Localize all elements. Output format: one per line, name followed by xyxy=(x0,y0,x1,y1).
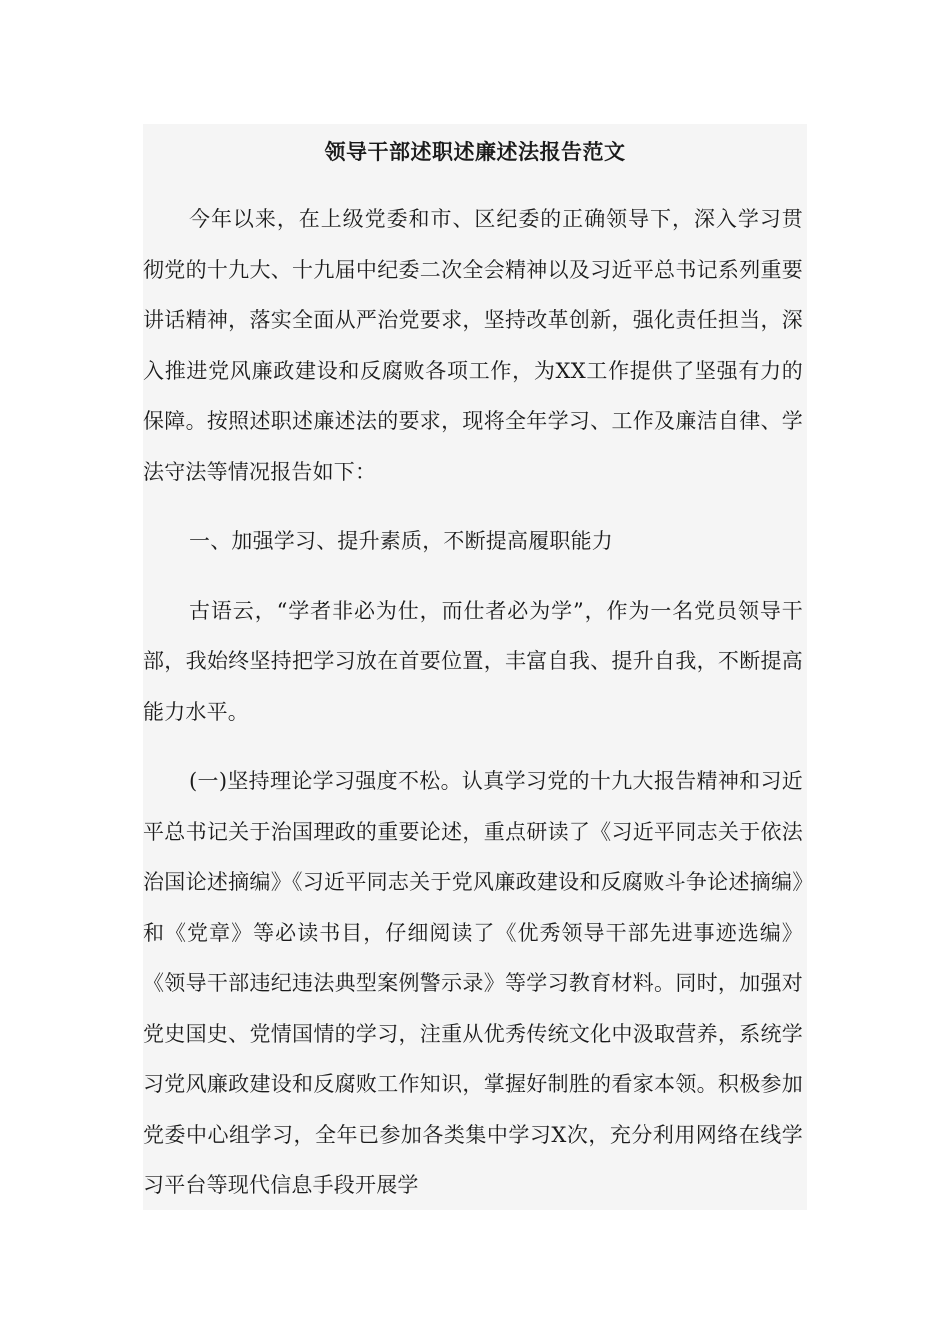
section-heading-1: 一、加强学习、提升素质，不断提高履职能力 xyxy=(189,529,613,553)
document-title: 领导干部述职述廉述法报告范文 xyxy=(324,139,626,164)
intro-paragraph: 今年以来，在上级党委和市、区纪委的正确领导下，深入学习贯彻党的十九大、十九届中纪委二次全会精神以及习近平总书记系列重要讲话精神，落实全面从严治党要求，坚持改革创新，强化责任担当，深入推进党风廉政建设和反腐败各项工作，为XX工作提供了坚强有力的保障。按照述职述廉述法的要求，现将全年学习、工作及廉洁自律、学法守法等情况报告如下： xyxy=(143,207,803,484)
subsection-paragraph-1: (一)坚持理论学习强度不松。认真学习党的十九大报告精神和习近平总书记关于治国理政的重要论述，重点研读了《习近平同志关于依法治国论述摘编》《习近平同志关于党风廉政建设和反腐败斗争论述摘编》和《党章》等必读书目，仔细阅读了《优秀领导干部先进事迹选编》《领导干部违纪违法典型案例警示录》等学习教育材料。同时，加强对党史国史、党情国情的学习，注重从优秀传统文化中汲取营养，系统学习党风廉政建设和反腐败工作知识，掌握好制胜的看家本领。积极参加党委中心组学习，全年已参加各类集中学习X次，充分利用网络在线学习平台等现代信息手段开展学 xyxy=(143,769,803,1197)
quote-paragraph: 古语云，“学者非必为仕，而仕者必为学”，作为一名党员领导干部，我始终坚持把学习放在首要位置，丰富自我、提升自我，不断提高能力水平。 xyxy=(143,598,803,724)
document-page xyxy=(143,124,807,1210)
